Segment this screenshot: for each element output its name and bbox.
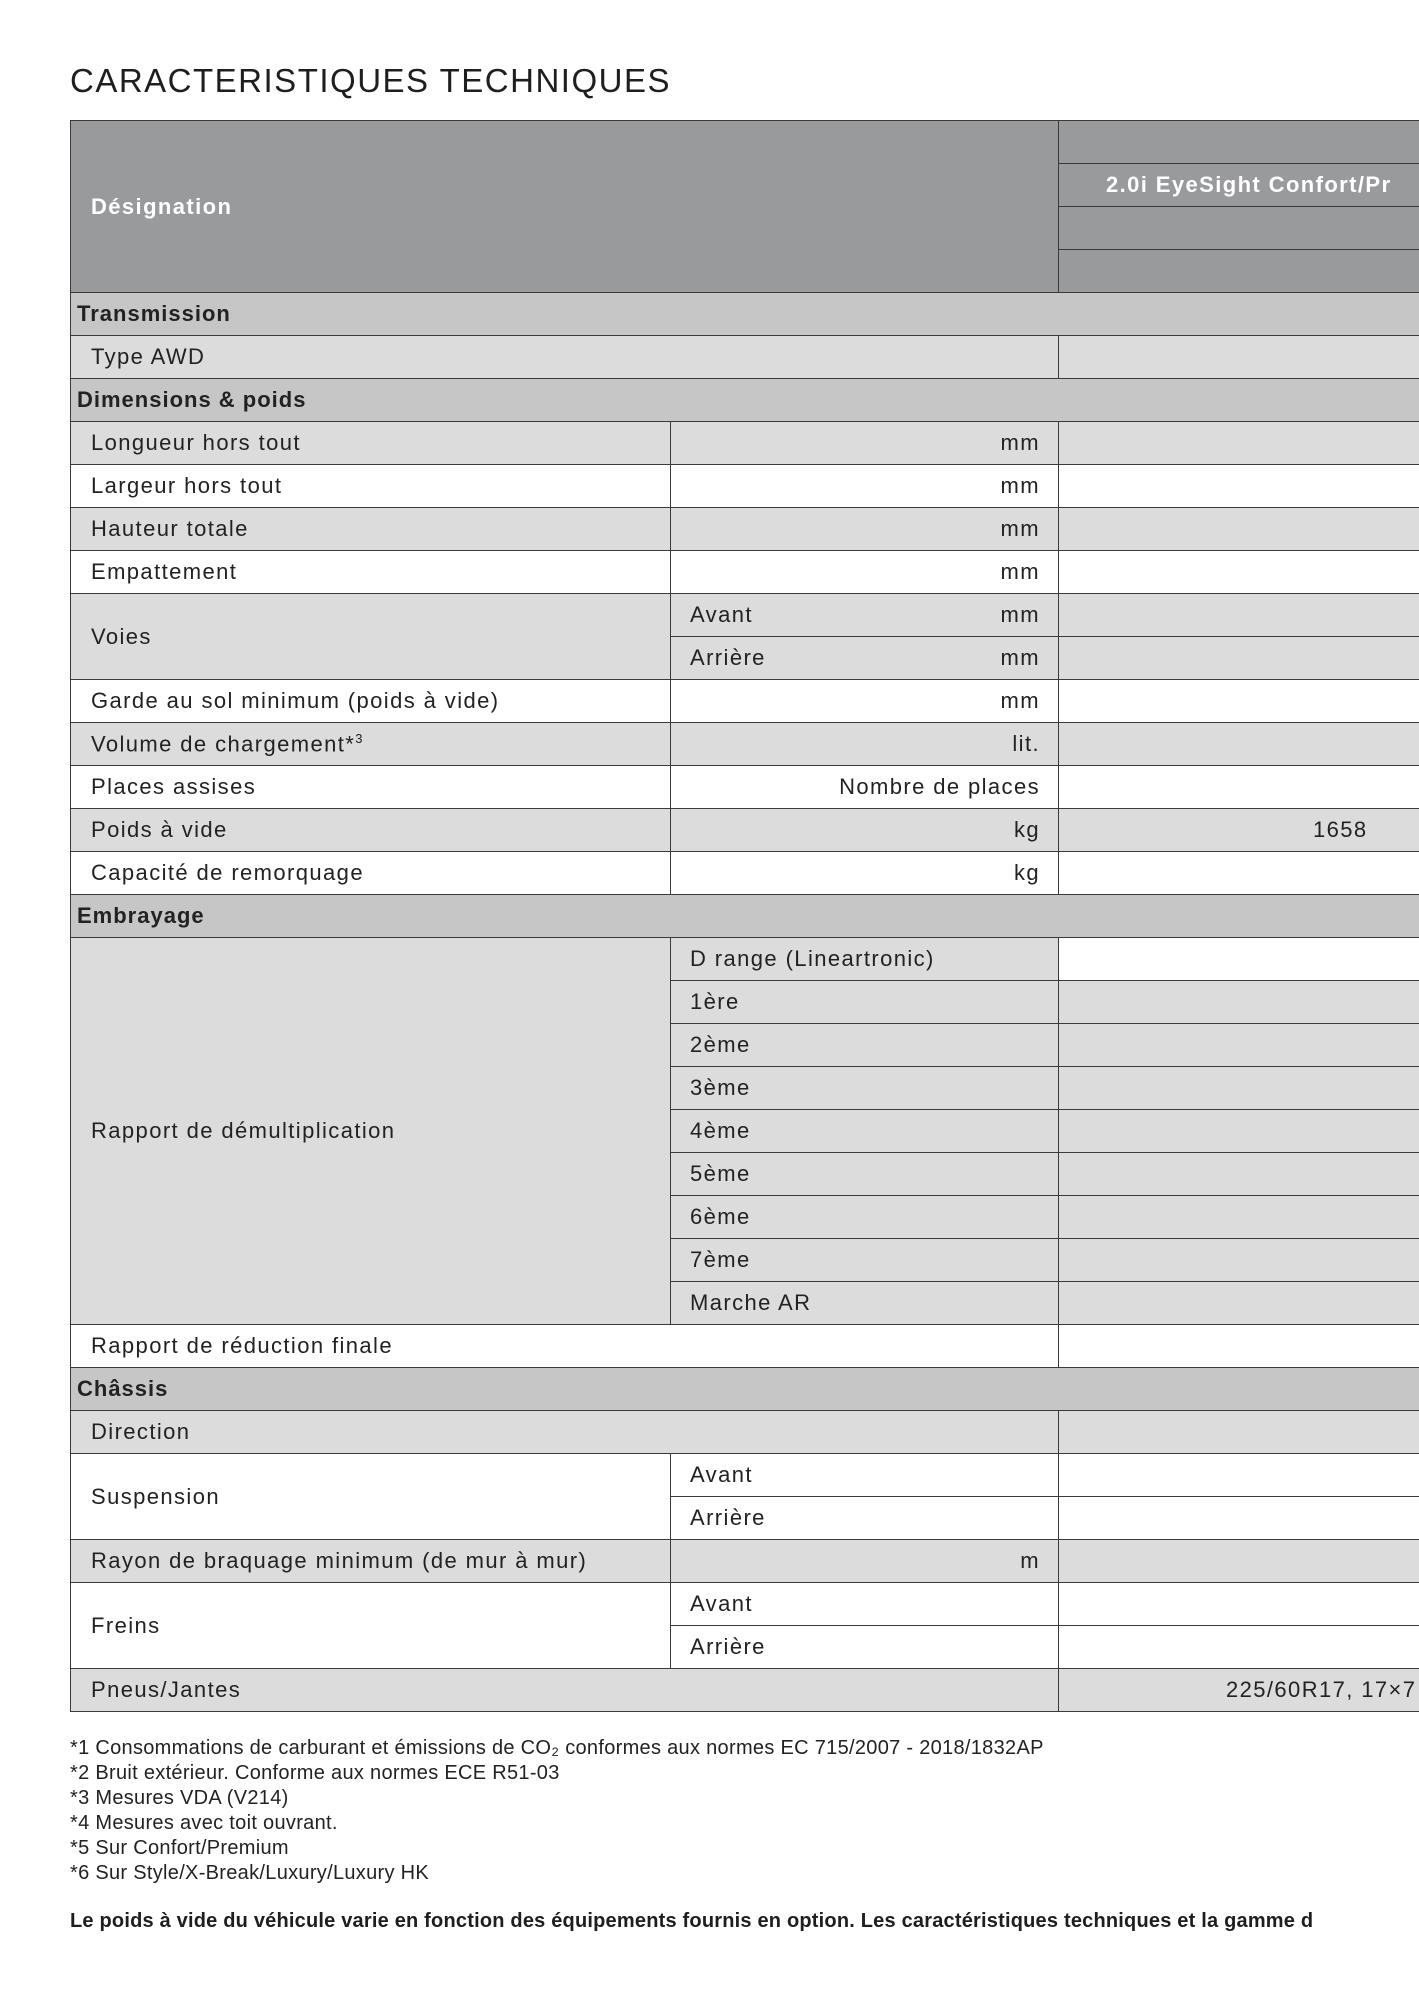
- gear-label: D range (Lineartronic): [671, 938, 1059, 981]
- pneus-value: 225/60R17, 17×7: [1059, 1669, 1419, 1712]
- section-row: [71, 1368, 1419, 1411]
- value-cell: [1059, 508, 1419, 551]
- value-cell: [1059, 1239, 1419, 1282]
- value-cell: [1059, 723, 1419, 766]
- unit-label: mm: [671, 680, 1059, 723]
- header-row: [71, 121, 1419, 164]
- page-title: CARACTERISTIQUES TECHNIQUES: [70, 62, 671, 99]
- sub-label-text: Arrière: [690, 645, 766, 670]
- disclaimer: Le poids à vide du véhicule varie en fonction des équipements fournis en option. Les caractéristiques techniques et la gamme d: [70, 1910, 1314, 1932]
- spec-table-container: [70, 120, 1419, 1712]
- footnote-ref: 3: [355, 730, 364, 746]
- unit-label: lit.: [671, 723, 1059, 766]
- value-cell: [1059, 637, 1419, 680]
- sub-label: Arrière: [671, 1626, 1059, 1669]
- sub-label: [671, 594, 1059, 637]
- value-cell: [1059, 1110, 1419, 1153]
- gear-label: 5ème: [671, 1153, 1059, 1196]
- value-cell: [1059, 1497, 1419, 1540]
- table-row: [71, 1454, 1419, 1497]
- unit-label: m: [671, 1540, 1059, 1583]
- sub-label: Arrière: [671, 1497, 1059, 1540]
- unit-label: mm: [671, 551, 1059, 594]
- row-label: Capacité de remorquage: [71, 852, 671, 895]
- section-embrayage: Embrayage: [71, 895, 1419, 938]
- value-cell: [1059, 680, 1419, 723]
- gear-label: 4ème: [671, 1110, 1059, 1153]
- table-row: [71, 680, 1419, 723]
- row-label: Suspension: [71, 1454, 671, 1540]
- model-header: 2.0i EyeSight Confort/Pr: [1059, 164, 1419, 207]
- section-transmission: Transmission: [71, 293, 1419, 336]
- footnote: *2 Bruit extérieur. Conforme aux normes ECE R51-03: [70, 1762, 560, 1784]
- row-label: Freins: [71, 1583, 671, 1669]
- table-row: [71, 723, 1419, 766]
- gear-label: 6ème: [671, 1196, 1059, 1239]
- unit-label: mm: [671, 508, 1059, 551]
- unit-label: Nombre de places: [671, 766, 1059, 809]
- unit-label: kg: [671, 852, 1059, 895]
- value-cell: [1059, 465, 1419, 508]
- value-cell: [1059, 336, 1419, 379]
- table-row: [71, 1325, 1419, 1368]
- unit-label: mm: [1000, 602, 1040, 627]
- value-cell: [1059, 1153, 1419, 1196]
- value-cell: [1059, 1454, 1419, 1497]
- gear-label: Marche AR: [671, 1282, 1059, 1325]
- value-cell: [1059, 594, 1419, 637]
- value-cell: [1059, 938, 1419, 981]
- table-row: [71, 336, 1419, 379]
- footnote: *5 Sur Confort/Premium: [70, 1837, 289, 1859]
- row-label: Largeur hors tout: [71, 465, 671, 508]
- footnote: *4 Mesures avec toit ouvrant.: [70, 1812, 338, 1834]
- value-cell: [1059, 1325, 1419, 1368]
- value-cell: [1059, 1583, 1419, 1626]
- gear-label: 3ème: [671, 1067, 1059, 1110]
- value-cell: [1059, 1540, 1419, 1583]
- value-cell: [1059, 1196, 1419, 1239]
- sub-label: Avant: [671, 1454, 1059, 1497]
- table-row: [71, 465, 1419, 508]
- row-label: Empattement: [71, 551, 671, 594]
- table-row: [71, 508, 1419, 551]
- value-cell: [1059, 1282, 1419, 1325]
- table-row: [71, 1583, 1419, 1626]
- table-row: [71, 594, 1419, 637]
- row-label: Poids à vide: [71, 809, 671, 852]
- designation-header: Désignation: [71, 121, 1059, 293]
- row-label: [71, 723, 671, 766]
- value-cell: [1059, 1626, 1419, 1669]
- row-label: Type AWD: [71, 336, 1059, 379]
- row-label: Garde au sol minimum (poids à vide): [71, 680, 671, 723]
- table-row: [71, 852, 1419, 895]
- section-dimensions: Dimensions & poids: [71, 379, 1419, 422]
- row-label: Voies: [71, 594, 671, 680]
- value-cell: [1059, 852, 1419, 895]
- header-blank-cell: [1059, 250, 1419, 293]
- row-label: Rayon de braquage minimum (de mur à mur): [71, 1540, 671, 1583]
- table-row: [71, 766, 1419, 809]
- row-label: Rapport de réduction finale: [71, 1325, 1059, 1368]
- value-cell: [1059, 1024, 1419, 1067]
- value-cell: [1059, 1411, 1419, 1454]
- sub-label: Avant: [671, 1583, 1059, 1626]
- table-row: [71, 1411, 1419, 1454]
- spec-table: [70, 120, 1419, 1712]
- value-cell: [1059, 981, 1419, 1024]
- unit-label: kg: [671, 809, 1059, 852]
- unit-label: mm: [1000, 645, 1040, 670]
- table-row: [71, 938, 1419, 981]
- row-label: Places assises: [71, 766, 671, 809]
- value-cell: [1059, 551, 1419, 594]
- sub-label-text: Avant: [690, 602, 753, 627]
- footnotes: [70, 1736, 1044, 1886]
- section-row: [71, 293, 1419, 336]
- unit-label: mm: [671, 422, 1059, 465]
- table-row: [71, 551, 1419, 594]
- row-label: Direction: [71, 1411, 1059, 1454]
- gear-label: 7ème: [671, 1239, 1059, 1282]
- poids-value: 1658: [1059, 809, 1419, 852]
- footnote: *6 Sur Style/X-Break/Luxury/Luxury HK: [70, 1862, 430, 1884]
- sub-label: [671, 637, 1059, 680]
- value-cell: [1059, 1067, 1419, 1110]
- row-label: Longueur hors tout: [71, 422, 671, 465]
- table-row: [71, 422, 1419, 465]
- section-row: [71, 379, 1419, 422]
- value-cell: [1059, 422, 1419, 465]
- table-row: [71, 809, 1419, 852]
- row-label-text: Volume de chargement*: [91, 731, 356, 757]
- row-label: Pneus/Jantes: [71, 1669, 1059, 1712]
- header-top-cell: [1059, 121, 1419, 164]
- value-cell: [1059, 766, 1419, 809]
- section-row: [71, 895, 1419, 938]
- table-row: [71, 1540, 1419, 1583]
- unit-label: mm: [671, 465, 1059, 508]
- section-chassis: Châssis: [71, 1368, 1419, 1411]
- footnote: *3 Mesures VDA (V214): [70, 1787, 289, 1809]
- header-blank-cell: [1059, 207, 1419, 250]
- row-label: Rapport de démultiplication: [71, 938, 671, 1325]
- footnote: *1 Consommations de carburant et émissions de CO₂ conformes aux normes EC 715/2007 - 2018/1832AP: [70, 1737, 1044, 1759]
- gear-label: 2ème: [671, 1024, 1059, 1067]
- table-row: [71, 1669, 1419, 1712]
- gear-label: 1ère: [671, 981, 1059, 1024]
- row-label: Hauteur totale: [71, 508, 671, 551]
